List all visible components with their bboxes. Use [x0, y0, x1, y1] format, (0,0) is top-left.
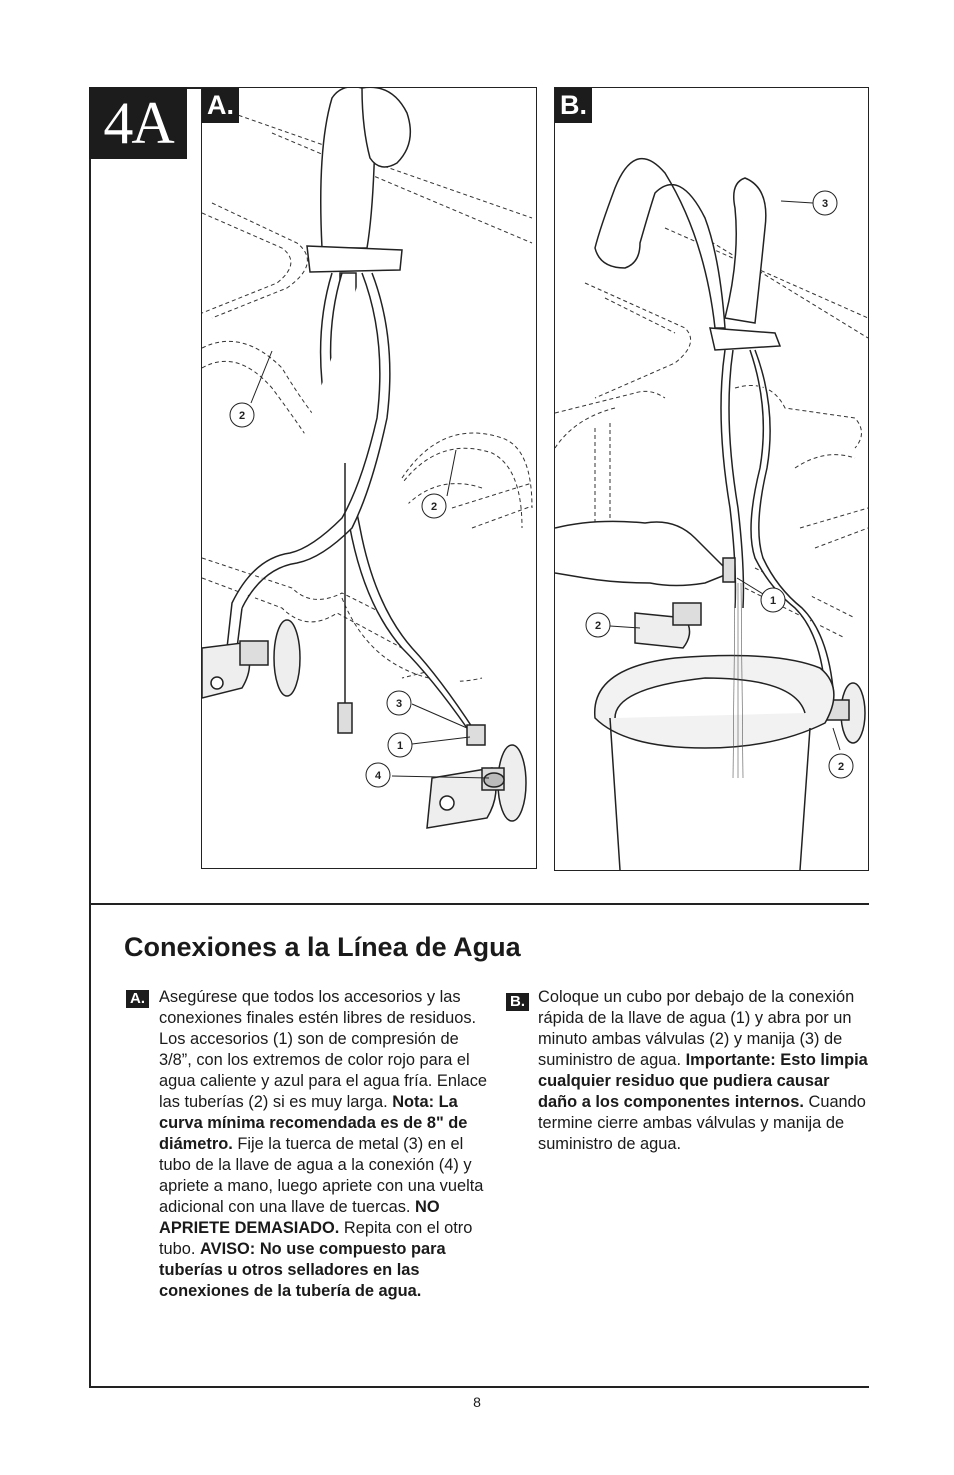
callout-label: 1	[396, 740, 404, 752]
callout-label: 2	[837, 761, 845, 773]
page-number: 8	[473, 1394, 481, 1410]
illustration-panel-a	[201, 87, 537, 869]
panel-a-label: A.	[202, 88, 239, 123]
step-a-text-1: Asegúrese que todos los accesorios y las conexiones finales estén libres de residuos. Los accesorios (1) son de compresión de 3/8”, con los extremos de color rojo para el agua caliente y azul para el agua fría. Enlace las tuberías (2) si es muy larga.	[159, 988, 488, 1111]
step-b-tag: B.	[506, 993, 529, 1011]
step-a-notice: AVISO: No use compuesto para tuberías u otros selladores en las conexiones de la tubería de agua.	[159, 1240, 446, 1300]
section-divider	[89, 903, 869, 905]
faucet-installation-illustration	[202, 88, 536, 868]
step-a-text-3: Repita con el otro tubo.	[159, 1219, 473, 1258]
callout-label: 2	[594, 620, 602, 632]
step-b-instructions	[538, 987, 873, 1155]
step-a-warning: NO APRIETE DEMASIADO.	[159, 1198, 440, 1237]
flush-lines-illustration	[555, 88, 868, 870]
callout-label: 1	[769, 595, 777, 607]
step-a-instructions	[159, 987, 489, 1302]
page-frame-left	[89, 87, 91, 1387]
callout-label: 3	[821, 198, 829, 210]
illustration-panel-b	[554, 87, 869, 871]
step-a-text-2: Fije la tuerca de metal (3) en el tubo de la llave de agua a la conexión (4) y apriete a mano, luego apriete con una vuelta adicional con una llave de tuercas.	[159, 1135, 484, 1216]
bottom-divider	[89, 1386, 869, 1388]
callout-label: 3	[395, 698, 403, 710]
panel-b-label: B.	[555, 88, 592, 123]
step-b-text-1: Coloque un cubo por debajo de la conexión rápida de la llave de agua (1) y abra por un minuto ambas válvulas (2) y manija (3) de suministro de agua.	[538, 988, 855, 1069]
step-number-badge: 4A	[89, 87, 187, 159]
step-a-note: Nota: La curva mínima recomendada es de 8" de diámetro.	[159, 1093, 468, 1153]
callout-label: 2	[238, 410, 246, 422]
callout-label: 2	[430, 501, 438, 513]
step-b-important: Importante: Esto limpia cualquier residuo que pudiera causar daño a los componentes internos.	[538, 1051, 868, 1111]
callout-label: 4	[374, 770, 382, 782]
section-title: Conexiones a la Línea de Agua	[124, 932, 521, 962]
step-a-tag: A.	[126, 990, 149, 1008]
step-b-text-2: Cuando termine cierre ambas válvulas y manija de suministro de agua.	[538, 1093, 866, 1153]
